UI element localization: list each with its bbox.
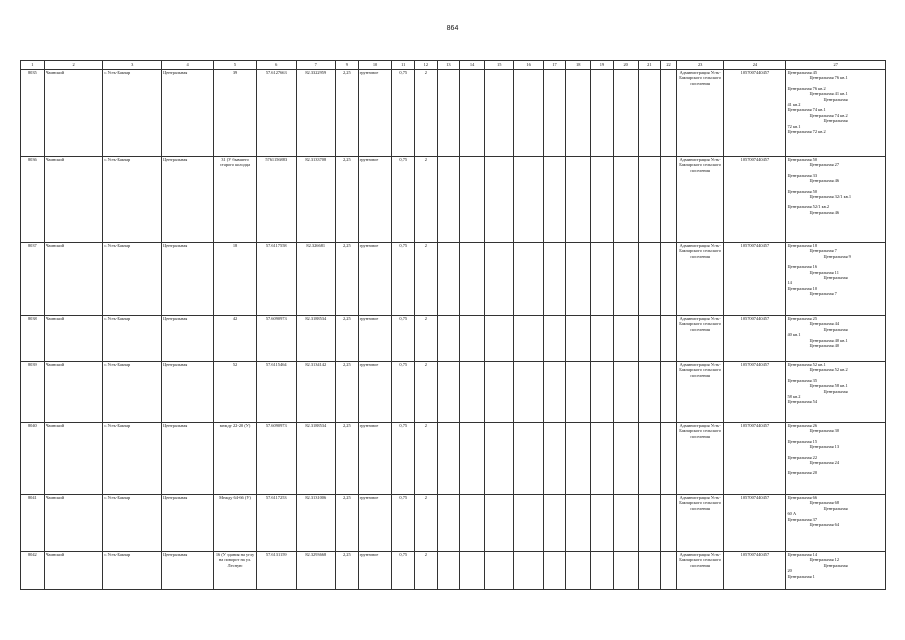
empty-cell: [613, 70, 638, 157]
district-cell: Чаинский: [44, 423, 103, 495]
empty-cell: [566, 316, 591, 362]
served-address: 41 кв.2: [787, 102, 801, 108]
served-address: 14: [787, 280, 792, 286]
empty-cell: [638, 423, 661, 495]
empty-cell: [460, 552, 485, 590]
column-header: 9: [336, 61, 359, 70]
settlement-cell: с.Усть-Бакчар: [103, 423, 162, 495]
column-header: 19: [591, 61, 614, 70]
empty-cell: [485, 157, 514, 243]
area-cell: 2,25: [336, 243, 359, 316]
empty-cell: [437, 316, 460, 362]
ogrn-cell: 1057007440457: [724, 316, 786, 362]
settlement-cell: с.Усть-Бакчар: [103, 316, 162, 362]
street-cell: Центральная: [162, 316, 214, 362]
area-cell: 2,25: [336, 552, 359, 590]
column-header: 5: [214, 61, 257, 70]
empty-cell: [566, 552, 591, 590]
empty-cell: [661, 157, 677, 243]
owner-cell: Администрация Усть-Бакчарского сельского поселения: [676, 423, 723, 495]
served-address: Центральная 50: [787, 157, 818, 162]
empty-cell: [661, 423, 677, 495]
empty-cell: [543, 362, 566, 423]
column-header: 14: [460, 61, 485, 70]
settlement-cell: с.Усть-Бакчар: [103, 495, 162, 552]
longitude-cell: 82.3322959: [296, 70, 336, 157]
container-count-cell: 2: [415, 70, 438, 157]
longitude-cell: 82.3134142: [296, 362, 336, 423]
area-cell: 2,25: [336, 423, 359, 495]
ogrn-cell: 1057007440457: [724, 495, 786, 552]
column-header: 1: [21, 61, 45, 70]
longitude-cell: 82.3188534: [296, 423, 336, 495]
served-address: Центральная 54: [787, 399, 818, 405]
served-address: Центральная 52 кв.1: [787, 362, 826, 367]
house-number-cell: 42: [214, 316, 257, 362]
area-cell: 2,25: [336, 316, 359, 362]
empty-cell: [591, 362, 614, 423]
empty-cell: [485, 552, 514, 590]
surface-type-cell: грунтовое: [358, 362, 392, 423]
served-address: Центральная 27: [809, 162, 840, 168]
area-cell: 2,25: [336, 362, 359, 423]
served-address: 20: [787, 568, 792, 574]
served-address: Центральная 72 кв.2: [787, 129, 826, 135]
row-id-cell: 8035: [21, 70, 45, 157]
served-address: Центральная 52 кв.2: [809, 367, 848, 373]
empty-cell: [613, 316, 638, 362]
empty-cell: [485, 316, 514, 362]
empty-cell: [437, 157, 460, 243]
empty-cell: [591, 495, 614, 552]
table-row: [21, 243, 886, 316]
longitude-cell: 82.3293668: [296, 552, 336, 590]
served-address: Центральная 24: [809, 460, 840, 466]
served-address: Центральная: [823, 388, 848, 394]
row-id-cell: 8041: [21, 495, 45, 552]
longitude-cell: 82.326681: [296, 243, 336, 316]
street-cell: Центральная: [162, 495, 214, 552]
empty-cell: [613, 157, 638, 243]
empty-cell: [591, 316, 614, 362]
latitude-cell: 57.6117253: [256, 495, 296, 552]
served-address: Центральная 46: [809, 178, 840, 184]
served-addresses-cell: [786, 495, 886, 552]
settlement-cell: с.Усть-Бакчар: [103, 552, 162, 590]
served-address: Центральная 12: [809, 557, 840, 563]
served-address: Центральная 44: [809, 321, 840, 327]
area-cell: 2,25: [336, 157, 359, 243]
row-id-cell: 8037: [21, 243, 45, 316]
empty-cell: [460, 243, 485, 316]
surface-type-cell: грунтовое: [358, 552, 392, 590]
served-address: Центральная 20: [787, 470, 818, 476]
empty-cell: [460, 157, 485, 243]
served-address: Центральная 7: [809, 291, 837, 297]
house-number-cell: 18: [214, 243, 257, 316]
container-count-cell: 2: [415, 423, 438, 495]
empty-cell: [613, 423, 638, 495]
district-cell: Чаинский: [44, 362, 103, 423]
column-header: 4: [162, 61, 214, 70]
served-address: Центральная: [823, 275, 848, 281]
column-header: 22: [661, 61, 677, 70]
served-addresses-cell: [786, 362, 886, 423]
served-address: Центральная 14: [787, 552, 818, 557]
column-header: 17: [543, 61, 566, 70]
house-number-cell: 39: [214, 70, 257, 157]
empty-cell: [514, 552, 543, 590]
served-address: Центральная 22: [787, 454, 818, 460]
served-address: Центральная 40: [809, 343, 840, 349]
container-volume-cell: 0,75: [392, 552, 415, 590]
row-id-cell: 8038: [21, 316, 45, 362]
row-id-cell: 8042: [21, 552, 45, 590]
empty-cell: [591, 552, 614, 590]
empty-cell: [460, 70, 485, 157]
empty-cell: [543, 423, 566, 495]
owner-cell: Администрация Усть-Бакчарского сельского поселения: [676, 495, 723, 552]
container-count-cell: 2: [415, 157, 438, 243]
table-row: [21, 157, 886, 243]
empty-cell: [638, 316, 661, 362]
surface-type-cell: грунтовое: [358, 495, 392, 552]
surface-type-cell: грунтовое: [358, 70, 392, 157]
district-cell: Чаинский: [44, 316, 103, 362]
surface-type-cell: грунтовое: [358, 423, 392, 495]
served-address: Центральная 50: [787, 188, 818, 194]
latitude-cell: 57.6115464: [256, 362, 296, 423]
empty-cell: [661, 243, 677, 316]
table-row: [21, 495, 886, 552]
served-address: Центральная 76 кв.2: [787, 85, 826, 91]
served-address: Центральная 26: [787, 423, 818, 428]
house-number-cell: Между 64-66 (У): [214, 495, 257, 552]
column-header: 16: [514, 61, 543, 70]
served-address: Центральная: [823, 562, 848, 568]
served-address: 72 кв.1: [787, 123, 801, 129]
served-address: Центральная: [823, 505, 848, 511]
served-addresses-cell: [786, 243, 886, 316]
served-address: Центральная: [823, 118, 848, 124]
served-address: Центральная 32/1 кв.1: [809, 194, 852, 200]
served-address: Центральная 25: [787, 316, 818, 321]
empty-cell: [437, 552, 460, 590]
empty-cell: [514, 157, 543, 243]
empty-cell: [485, 362, 514, 423]
latitude-cell: 57.6127663: [256, 70, 296, 157]
street-cell: Центральная: [162, 423, 214, 495]
district-cell: Чаинский: [44, 243, 103, 316]
empty-cell: [543, 316, 566, 362]
column-header: 15: [485, 61, 514, 70]
container-volume-cell: 0,75: [392, 362, 415, 423]
container-volume-cell: 0,75: [392, 70, 415, 157]
empty-cell: [661, 552, 677, 590]
surface-type-cell: грунтовое: [358, 157, 392, 243]
empty-cell: [485, 423, 514, 495]
row-id-cell: 8040: [21, 423, 45, 495]
served-address: Центральная 41 кв.1: [809, 91, 848, 97]
empty-cell: [638, 243, 661, 316]
served-addresses-cell: [786, 157, 886, 243]
container-sites-table: [20, 60, 886, 590]
served-address: Центральная 52/1 кв.2: [787, 204, 830, 210]
empty-cell: [566, 157, 591, 243]
empty-cell: [460, 316, 485, 362]
table-row: [21, 362, 886, 423]
empty-cell: [485, 70, 514, 157]
empty-cell: [613, 495, 638, 552]
column-header: 21: [638, 61, 661, 70]
empty-cell: [591, 70, 614, 157]
column-header: 27: [786, 61, 886, 70]
served-address: Центральная 46: [809, 209, 840, 215]
served-addresses-cell: [786, 552, 886, 590]
ogrn-cell: 1057007440457: [724, 423, 786, 495]
ogrn-cell: 1057007440457: [724, 157, 786, 243]
empty-cell: [543, 552, 566, 590]
container-volume-cell: 0,75: [392, 157, 415, 243]
district-cell: Чаинский: [44, 552, 103, 590]
container-count-cell: 2: [415, 495, 438, 552]
served-address: Центральная 16: [787, 264, 818, 270]
owner-cell: Администрация Усть-Бакчарского сельского поселения: [676, 362, 723, 423]
served-address: Центральная 30: [809, 428, 840, 434]
settlement-cell: с.Усть-Бакчар: [103, 243, 162, 316]
empty-cell: [566, 423, 591, 495]
empty-cell: [566, 243, 591, 316]
served-address: Центральная 66: [787, 495, 818, 500]
served-address: Центральная 9: [823, 253, 851, 259]
street-cell: Центральная: [162, 362, 214, 423]
house-number-cell: 52: [214, 362, 257, 423]
table-row: [21, 70, 886, 157]
empty-cell: [638, 70, 661, 157]
house-number-cell: между 22-20 (У): [214, 423, 257, 495]
area-cell: 2,25: [336, 495, 359, 552]
empty-cell: [566, 495, 591, 552]
owner-cell: Администрация Усть-Бакчарского сельского поселения: [676, 157, 723, 243]
page-number: 864: [446, 25, 459, 32]
latitude-cell: 57.6117558: [256, 243, 296, 316]
served-address: Центральная 74 кв.2: [809, 112, 848, 118]
served-address: Центральная 40 кв.1: [809, 337, 848, 343]
area-cell: 2,25: [336, 70, 359, 157]
container-volume-cell: 0,75: [392, 316, 415, 362]
empty-cell: [591, 423, 614, 495]
served-address: Центральная 58 кв.1: [809, 383, 848, 389]
column-header: 23: [676, 61, 723, 70]
served-address: 40 кв.1: [787, 332, 801, 338]
empty-cell: [514, 362, 543, 423]
column-header: 3: [103, 61, 162, 70]
column-header: 24: [724, 61, 786, 70]
empty-cell: [543, 243, 566, 316]
longitude-cell: 82.3131006: [296, 495, 336, 552]
container-volume-cell: 0,75: [392, 243, 415, 316]
served-address: Центральная 33: [787, 172, 818, 178]
column-header: 11: [392, 61, 415, 70]
served-address: Центральная 74 кв.1: [787, 107, 826, 113]
empty-cell: [613, 552, 638, 590]
house-number-cell: 16 (У здания на углу на поворот на ул. Лесную: [214, 552, 257, 590]
settlement-cell: с.Усть-Бакчар: [103, 157, 162, 243]
served-address: Центральная 76 кв.1: [809, 75, 848, 81]
empty-cell: [543, 157, 566, 243]
container-volume-cell: 0,75: [392, 423, 415, 495]
owner-cell: Администрация Усть-Бакчарского сельского поселения: [676, 316, 723, 362]
surface-type-cell: грунтовое: [358, 243, 392, 316]
empty-cell: [514, 70, 543, 157]
column-header: 12: [415, 61, 438, 70]
row-id-cell: 8036: [21, 157, 45, 243]
container-count-cell: 2: [415, 362, 438, 423]
served-address: Центральная 10: [787, 285, 818, 291]
street-cell: Центральная: [162, 243, 214, 316]
table-header-row: [21, 61, 886, 70]
row-id-cell: 8039: [21, 362, 45, 423]
empty-cell: [514, 423, 543, 495]
empty-cell: [460, 362, 485, 423]
street-cell: Центральная: [162, 70, 214, 157]
empty-cell: [543, 70, 566, 157]
ogrn-cell: 1057007440457: [724, 70, 786, 157]
served-address: Центральная 7: [809, 248, 837, 254]
empty-cell: [661, 70, 677, 157]
empty-cell: [437, 243, 460, 316]
empty-cell: [638, 157, 661, 243]
column-header: 7: [296, 61, 336, 70]
empty-cell: [566, 362, 591, 423]
settlement-cell: с.Усть-Бакчар: [103, 70, 162, 157]
empty-cell: [514, 495, 543, 552]
table-row: [21, 316, 886, 362]
empty-cell: [661, 362, 677, 423]
container-volume-cell: 0,75: [392, 495, 415, 552]
ogrn-cell: 1057007440457: [724, 552, 786, 590]
served-address: Центральная 18: [787, 243, 818, 248]
empty-cell: [613, 243, 638, 316]
district-cell: Чаинский: [44, 495, 103, 552]
served-address: Центральная 13: [809, 444, 840, 450]
empty-cell: [460, 423, 485, 495]
empty-cell: [661, 316, 677, 362]
container-count-cell: 2: [415, 316, 438, 362]
served-address: Центральная 45: [787, 70, 818, 75]
empty-cell: [460, 495, 485, 552]
column-header: 6: [256, 61, 296, 70]
container-count-cell: 2: [415, 243, 438, 316]
container-count-cell: 2: [415, 552, 438, 590]
column-header: 18: [566, 61, 591, 70]
empty-cell: [437, 423, 460, 495]
ogrn-cell: 1057007440457: [724, 243, 786, 316]
served-address: Центральная 11: [809, 269, 839, 275]
table-row: [21, 552, 886, 590]
served-address: Центральная: [823, 96, 848, 102]
latitude-cell: 5761156883: [256, 157, 296, 243]
surface-type-cell: грунтовое: [358, 316, 392, 362]
column-header: 2: [44, 61, 103, 70]
column-header: 20: [613, 61, 638, 70]
served-address: Центральная 37: [787, 516, 818, 522]
latitude-cell: 57.6090973: [256, 423, 296, 495]
served-addresses-cell: [786, 70, 886, 157]
empty-cell: [661, 495, 677, 552]
street-cell: Центральная: [162, 157, 214, 243]
empty-cell: [514, 243, 543, 316]
served-address: 58 кв.2: [787, 394, 801, 400]
owner-cell: Администрация Усть-Бакчарского сельского поселения: [676, 243, 723, 316]
empty-cell: [485, 243, 514, 316]
empty-cell: [638, 495, 661, 552]
served-address: Центральная: [823, 326, 848, 332]
longitude-cell: 82.3133708: [296, 157, 336, 243]
latitude-cell: 57.6090973: [256, 316, 296, 362]
empty-cell: [543, 495, 566, 552]
empty-cell: [437, 70, 460, 157]
served-addresses-cell: [786, 423, 886, 495]
district-cell: Чаинский: [44, 157, 103, 243]
owner-cell: Администрация Усть-Бакчарского сельского поселения: [676, 552, 723, 590]
served-address: Центральная 68: [809, 500, 840, 506]
column-header: 13: [437, 61, 460, 70]
owner-cell: Администрация Усть-Бакчарского сельского поселения: [676, 70, 723, 157]
served-addresses-cell: [786, 316, 886, 362]
served-address: Центральная 35: [787, 377, 818, 383]
district-cell: Чаинский: [44, 70, 103, 157]
empty-cell: [485, 495, 514, 552]
longitude-cell: 82.3188534: [296, 316, 336, 362]
empty-cell: [638, 552, 661, 590]
empty-cell: [437, 495, 460, 552]
house-number-cell: 31 (У бывшего старого колодца: [214, 157, 257, 243]
column-header: 10: [358, 61, 392, 70]
served-address: Центральная 64: [809, 522, 840, 528]
empty-cell: [638, 362, 661, 423]
latitude-cell: 57.6131159: [256, 552, 296, 590]
served-address: Центральная 1: [787, 573, 815, 579]
empty-cell: [613, 362, 638, 423]
empty-cell: [591, 243, 614, 316]
ogrn-cell: 1057007440457: [724, 362, 786, 423]
table-row: [21, 423, 886, 495]
empty-cell: [591, 157, 614, 243]
street-cell: Центральная: [162, 552, 214, 590]
served-address: 60 А: [787, 511, 797, 517]
served-address: Центральная 15: [787, 438, 818, 444]
empty-cell: [566, 70, 591, 157]
settlement-cell: с.Усть-Бакчар: [103, 362, 162, 423]
empty-cell: [437, 362, 460, 423]
empty-cell: [514, 316, 543, 362]
